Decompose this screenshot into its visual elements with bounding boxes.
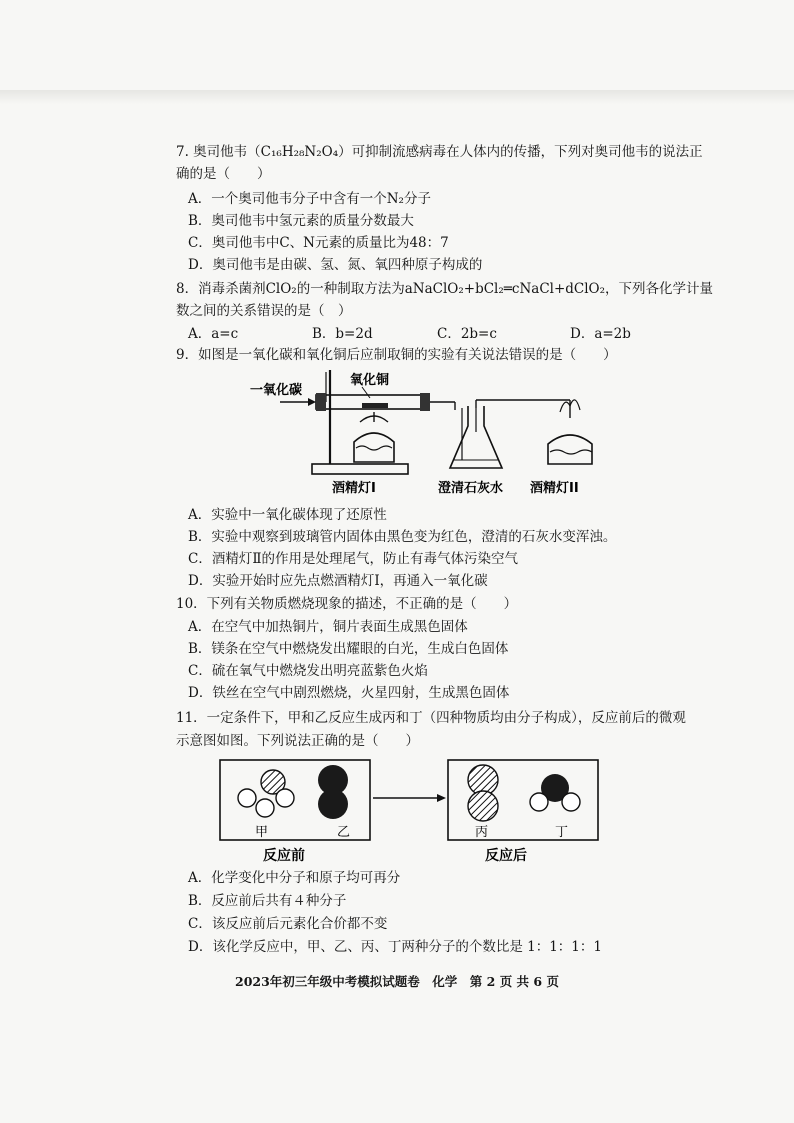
page-footer: 2023年初三年级中考模拟试题卷 化学 第 2 页 共 6 页 (235, 974, 559, 989)
q8-stem-line2: 数之间的关系错误的是（ ） (176, 303, 352, 319)
q11-reaction-figure (215, 752, 605, 864)
q11-option-a: A．化学变化中分子和原子均可再分 (188, 870, 401, 886)
q9-label-co: 一氧化碳 (250, 383, 303, 398)
q7-stem-line2: 确的是（ ） (176, 166, 271, 182)
q8-option-d: D．a=2b (570, 326, 631, 342)
q10-option-c: C．硫在氧气中燃烧发出明亮蓝紫色火焰 (188, 663, 428, 679)
q7-option-d: D．奥司他韦是由碳、氢、氮、氧四种原子构成的 (188, 257, 483, 273)
q9-option-b: B．实验中观察到玻璃管内固体由黑色变为红色，澄清的石灰水变浑浊。 (188, 529, 617, 545)
q10-option-b: B．镁条在空气中燃烧发出耀眼的白光，生成白色固体 (188, 641, 509, 657)
q10-option-a: A．在空气中加热铜片，铜片表面生成黑色固体 (188, 619, 468, 635)
q8-option-a: A．a=c (188, 326, 239, 342)
label-yi: 乙 (337, 825, 351, 840)
q9-option-a: A．实验中一氧化碳体现了还原性 (188, 507, 387, 523)
q9-label-lamp2: 酒精灯II (530, 481, 579, 496)
q11-option-c: C．该反应前后元素化合价都不变 (188, 916, 388, 932)
q9-label-cuo: 氧化铜 (350, 373, 390, 388)
q9-label-limewater: 澄清石灰水 (438, 481, 504, 496)
q7-option-a: A．一个奥司他韦分子中含有一个N₂分子 (188, 191, 431, 207)
q9-option-c: C．酒精灯Ⅱ的作用是处理尾气，防止有毒气体污染空气 (188, 551, 519, 567)
scan-edge-shadow (0, 90, 794, 104)
label-bing: 丙 (475, 825, 489, 840)
q9-option-d: D．实验开始时应先点燃酒精灯Ⅰ，再通入一氧化碳 (188, 573, 488, 589)
q10-option-d: D．铁丝在空气中剧烈燃烧，火星四射，生成黑色固体 (188, 685, 510, 701)
q7-stem-line1: 7. 奥司他韦（C₁₆H₂₈N₂O₄）可抑制流感病毒在人体内的传播，下列对奥司他韦的说法正 (176, 144, 703, 160)
q10-stem: 10．下列有关物质燃烧现象的描述，不正确的是（ ） (176, 596, 518, 612)
q9-apparatus-figure (250, 362, 610, 502)
q11-option-d: D．该化学反应中，甲、乙、丙、丁两种分子的个数比是 1：1：1：1 (188, 939, 602, 955)
q11-stem-line1: 11．一定条件下，甲和乙反应生成丙和丁（四种物质均由分子构成），反应前后的微观 (176, 710, 686, 726)
q8-option-b: B．b=2d (312, 326, 373, 342)
label-jia: 甲 (255, 825, 269, 840)
label-ding: 丁 (555, 825, 569, 840)
q7-option-b: B．奥司他韦中氢元素的质量分数最大 (188, 213, 414, 229)
q8-stem-line1: 8．消毒杀菌剂ClO₂的一种制取方法为aNaClO₂+bCl₂═cNaCl+dClO₂，下列各化学计量 (176, 281, 714, 297)
q11-stem-line2: 示意图如图。下列说法正确的是（ ） (176, 733, 419, 749)
q11-option-b: B．反应前后共有４种分子 (188, 893, 347, 909)
q9-stem: 9．如图是一氧化碳和氧化铜后应制取铜的实验有关说法错误的是（ ） (176, 347, 617, 363)
label-before: 反应前 (263, 848, 305, 864)
q9-label-lamp1: 酒精灯I (332, 481, 376, 496)
label-after: 反应后 (485, 848, 527, 864)
q8-option-c: C．2b=c (437, 326, 497, 342)
q7-option-c: C．奥司他韦中C、N元素的质量比为48：7 (188, 235, 449, 251)
